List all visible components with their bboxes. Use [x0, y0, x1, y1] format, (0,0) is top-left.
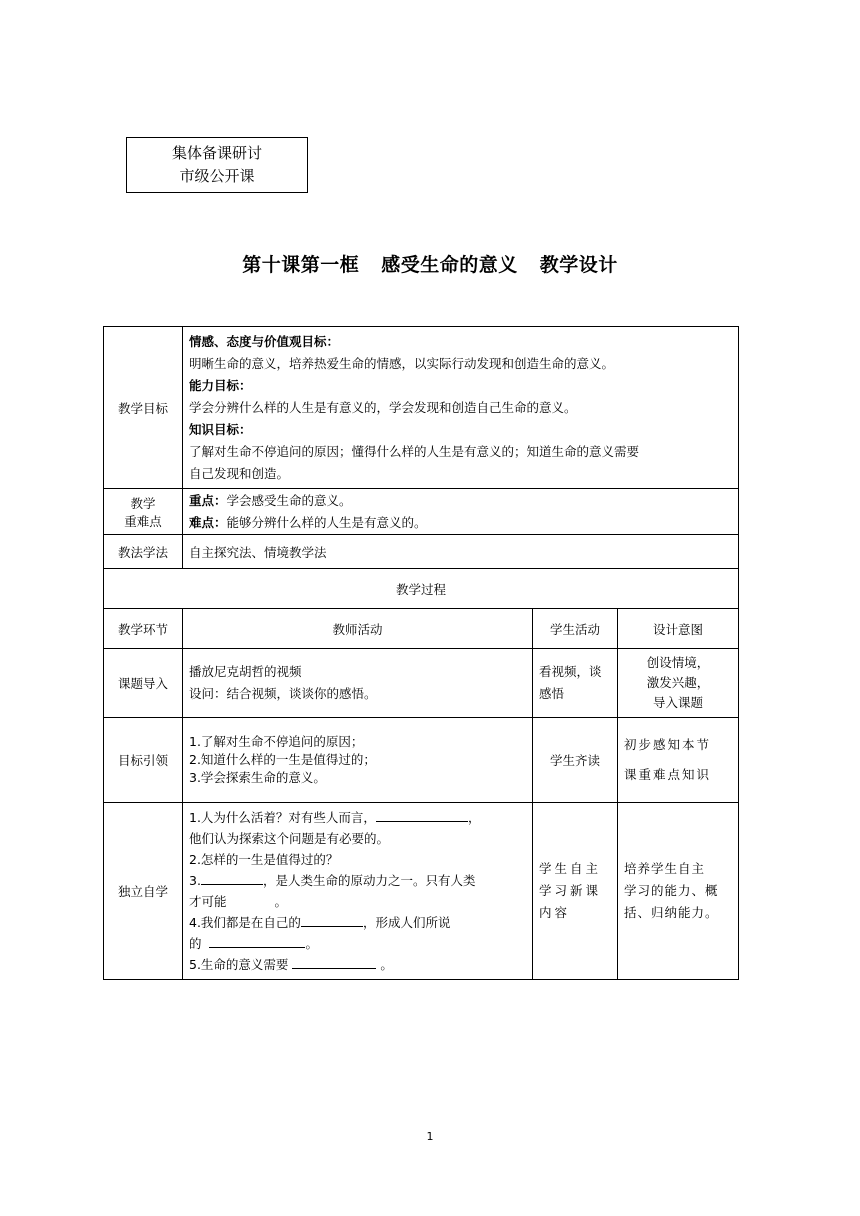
header-box [126, 137, 308, 193]
process-title: 教学过程 [104, 569, 739, 609]
objectives-content [183, 327, 739, 489]
blank-3 [301, 914, 363, 927]
self-q4-b: ，形成人们所说 [362, 915, 451, 930]
teacher-activity-goal [183, 718, 533, 803]
page-number: 1 [426, 1130, 434, 1143]
hard-point-text: 能够分辨什么样的人生是有意义的。 [226, 514, 427, 530]
ability-heading: 能力目标： [189, 377, 252, 393]
student-activity-goal: 学生齐读 [533, 718, 618, 803]
blank-2 [201, 872, 263, 885]
blank-5 [292, 956, 376, 969]
column-header-stage: 教学环节 [104, 609, 183, 649]
goal-intent-1: 初步感知本节 [624, 737, 712, 752]
difficulty-row [104, 489, 739, 535]
method-text: 自主探究法、情境教学法 [183, 535, 739, 569]
difficulty-label-2: 重难点 [124, 513, 162, 529]
teacher-activity-intro [183, 649, 533, 718]
self-intent-2: 学习的能力、概 [624, 883, 719, 898]
self-student-2: 学习新课 [539, 883, 602, 898]
goal-intent-2: 课重难点知识 [624, 767, 712, 782]
objectives-label: 教学目标 [104, 327, 183, 489]
intro-teacher-2: 设问：结合视频，谈谈你的感悟。 [189, 686, 377, 701]
self-q3-d: 。 [274, 894, 288, 909]
self-q3-b: ，是人类生命的原动力之一。只有人类 [262, 873, 476, 888]
page-title [0, 250, 860, 277]
title-part2: 感受生命的意义 [381, 254, 518, 276]
self-q4-d: 。 [305, 936, 318, 951]
student-activity-intro [533, 649, 618, 718]
intent-goal [618, 718, 739, 803]
intro-intent-2: 激发兴趣， [646, 675, 710, 690]
self-q5-a: 5.生命的意义需要 [189, 957, 289, 972]
table-row [104, 803, 739, 980]
stage-goal: 目标引领 [104, 718, 183, 803]
self-q5-b: 。 [380, 957, 393, 972]
column-header-row [104, 609, 739, 649]
intent-self-study [618, 803, 739, 980]
title-part1: 第十课第一框 [242, 254, 360, 276]
column-header-student: 学生活动 [533, 609, 618, 649]
intro-student-2: 感悟 [539, 686, 565, 701]
stage-intro: 课题导入 [104, 649, 183, 718]
column-header-intent: 设计意图 [618, 609, 739, 649]
blank-1 [376, 809, 468, 822]
goal-teacher-3: 3.学会探索生命的意义。 [189, 770, 326, 785]
stage-self-study: 独立自学 [104, 803, 183, 980]
emotion-heading: 情感、态度与价值观目标： [189, 333, 340, 349]
intro-student-1: 看视频，谈 [539, 664, 602, 679]
self-q3-c: 才可能 [189, 894, 227, 909]
knowledge-text-2: 自己发现和创造。 [189, 465, 290, 481]
goal-teacher-1: 1.了解对生命不停追问的原因； [189, 734, 364, 749]
knowledge-heading: 知识目标： [189, 421, 252, 437]
blank-4 [209, 935, 305, 948]
self-q3-a: 3. [189, 873, 201, 888]
emotion-text: 明晰生命的意义，培养热爱生命的情感，以实际行动发现和创造生命的意义。 [189, 355, 615, 371]
method-label: 教法学法 [104, 535, 183, 569]
knowledge-text-1: 了解对生命不停追问的原因；懂得什么样的人生是有意义的；知道生命的意义需要 [189, 443, 640, 459]
self-intent-1: 培养学生自主 [624, 861, 706, 876]
student-activity-self-study [533, 803, 618, 980]
key-point-heading: 重点： [189, 492, 227, 508]
self-q1-a: 1.人为什么活着？对有些人而言， [189, 810, 376, 825]
self-q4-a: 4.我们都是在自己的 [189, 915, 301, 930]
intro-intent-1: 创设情境， [646, 655, 710, 670]
process-title-row [104, 569, 739, 609]
self-q2: 2.怎样的一生是值得过的？ [189, 852, 339, 867]
title-part3: 教学设计 [539, 254, 618, 276]
method-row [104, 535, 739, 569]
difficulty-label [104, 489, 183, 535]
self-intent-3: 括、归纳能力。 [624, 905, 719, 920]
teacher-activity-self-study [183, 803, 533, 980]
lesson-plan-table [103, 326, 739, 980]
difficulty-label-1: 教学 [130, 495, 156, 511]
header-box-line2: 市级公开课 [179, 167, 255, 185]
column-header-teacher: 教师活动 [183, 609, 533, 649]
goal-teacher-2: 2.知道什么样的一生是值得过的； [189, 752, 376, 767]
self-q1-c: 他们认为探索这个问题是有必要的。 [189, 831, 390, 846]
objectives-row [104, 327, 739, 489]
hard-point-heading: 难点： [189, 514, 227, 530]
key-point-text: 学会感受生命的意义。 [226, 492, 352, 508]
intro-intent-3: 导入课题 [652, 695, 703, 710]
table-row [104, 649, 739, 718]
self-student-3: 内容 [539, 905, 571, 920]
difficulty-content [183, 489, 739, 535]
ability-text: 学会分辨什么样的人生是有意义的，学会发现和创造自己生命的意义。 [189, 399, 577, 415]
header-box-line1: 集体备课研讨 [171, 144, 262, 162]
self-student-1: 学生自主 [539, 861, 602, 876]
self-q1-b: ， [467, 810, 481, 825]
table-row [104, 718, 739, 803]
intent-intro [618, 649, 739, 718]
intro-teacher-1: 播放尼克胡哲的视频 [189, 664, 302, 679]
self-q4-c: 的 [189, 936, 202, 951]
